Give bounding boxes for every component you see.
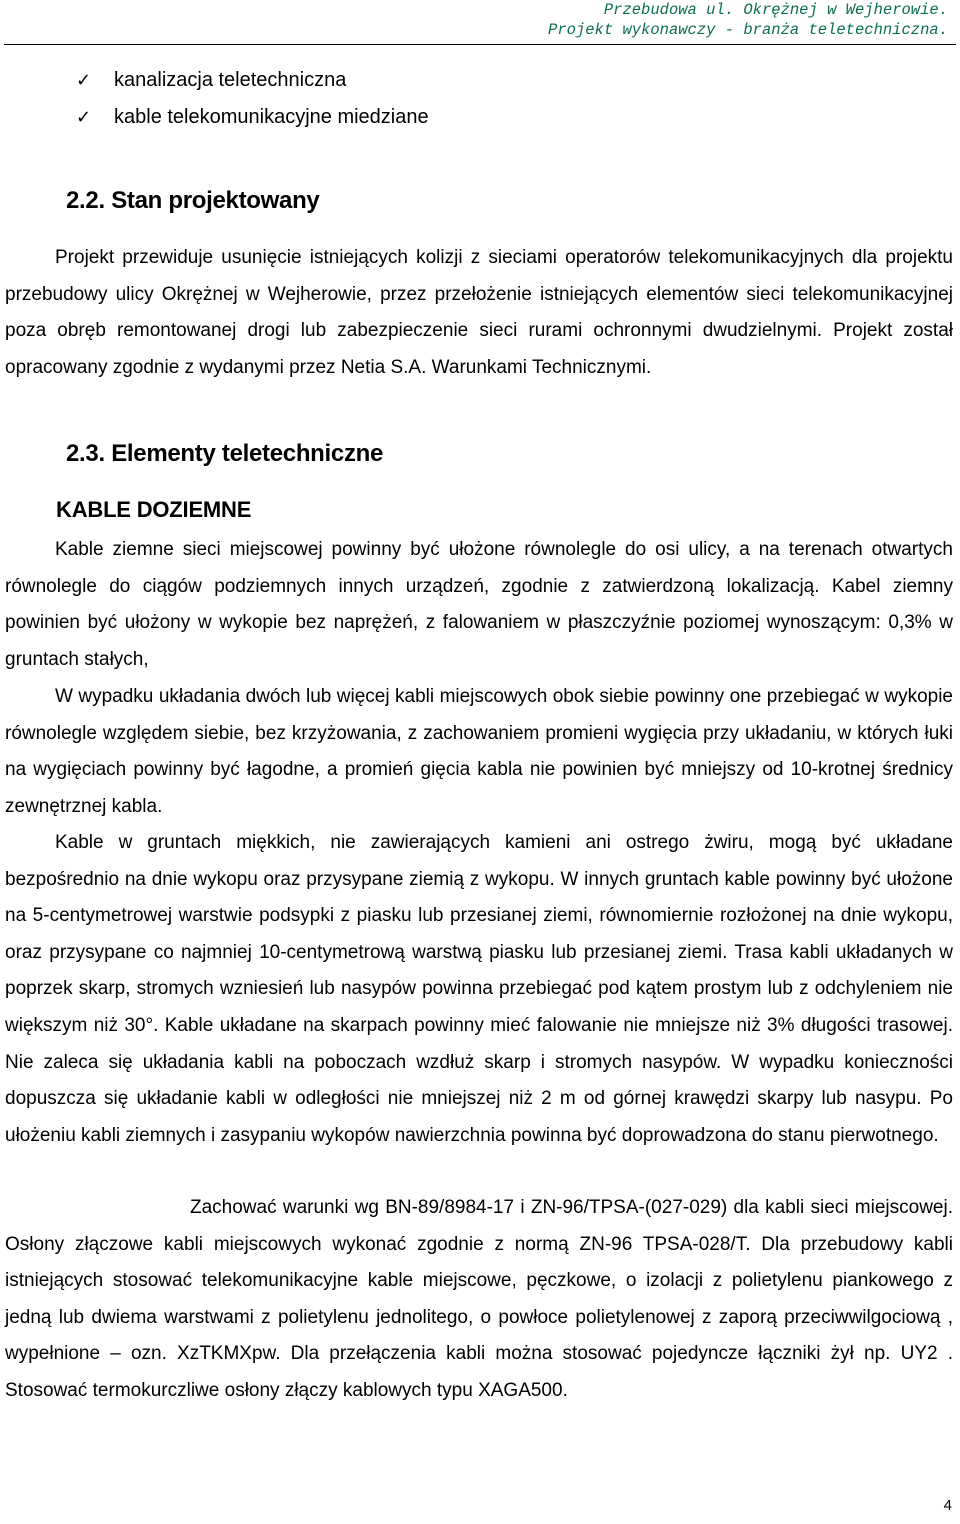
header-project-title: Przebudowa ul. Okrężnej w Wejherowie. [603, 1, 948, 19]
paragraph-4: Zachować warunki wg BN-89/8984-17 i ZN-96/TPSA-(027-029) dla kabli sieci miejscowej. Osłony złączowe kabli miejscowych wykonać zgodnie z normą ZN-96 TPSA-028/T. Dla przebudowy kabli istniejących stosować telekomunikacyjne kable miejscowe, pęczkowe, o izolacji z polietylenu piankowego z jedną lub dwiema warstwami z polietylenu jednolitego, o powłoce polietylenowej z zaporą przeciwwilgociową , wypełnione – ozn. XzTKMXpw. Dla przełączenia kabli można stosować pojedyncze łączniki żył np. UY2 . Stosować termokurczliwe osłony złączy kablowych typu XAGA500. [5, 1197, 953, 1401]
section-heading-2-2: 2.2. Stan projektowany [66, 187, 320, 214]
list-item [76, 99, 429, 136]
check-icon: ✓ [76, 70, 92, 91]
list-item-label: kable telekomunikacyjne miedziane [114, 106, 429, 128]
subsection-heading: KABLE DOZIEMNE [56, 497, 252, 522]
section-2-2-paragraph: Projekt przewiduje usunięcie istniejących kolizji z sieciami operatorów telekomunikacyjnych dla projektu przebudowy ulicy Okrężnej w Wejherowie, przez przełożenie istniejących elementów sieci telekomunikacyjnej poza obręb remontowanej drogi lub zabezpieczenie sieci rurami ochronnymi dwudzielnymi. Projekt został opracowany zgodnie z wydanymi przez Netia S.A. Warunkami Technicznymi. [5, 247, 953, 378]
page-header [548, 0, 948, 40]
list-item [76, 62, 429, 99]
section-heading-2-3: 2.3. Elementy teletechniczne [66, 440, 384, 467]
paragraph-3: Kable w gruntach miękkich, nie zawierających kamieni ani ostrego żwiru, mogą być układane bezpośrednio na dnie wykopu oraz przysypane ziemią z wykopu. W innych gruntach kable powinny być ułożone na 5-centymetrowej warstwie podsypki z piasku lub przesianej ziemi, równomiernie rozłożonej na dnie wykopu, oraz przysypane co najmniej 10-centymetrową warstwą piasku lub przesianej ziemi. Trasa kabli układanych w poprzek skarp, stromych wzniesień lub nasypów powinna przebiegać pod kątem prostym lub z odchyleniem nie większym niż 30°. Kable układane na skarpach powinny mieć falowanie nie mniejsze niż 3% długości trasowej. Nie zaleca się układania kabli na poboczach wzdłuż skarp i stromych nasypów. W wypadku konieczności dopuszcza się układanie kabli w odległości nie mniejszej niż 2 m od górnej krawędzi skarpy lub nasypu. Po ułożeniu kabli ziemnych i zasypaniu wykopów nawierzchnia powinna być doprowadzona do stanu pierwotnego. [5, 832, 953, 1146]
page-number: 4 [943, 1497, 952, 1514]
list-item-label: kanalizacja teletechniczna [114, 69, 347, 91]
check-icon: ✓ [76, 107, 92, 128]
paragraph-2: W wypadku układania dwóch lub więcej kabli miejscowych obok siebie powinny one przebiegać w wykopie równolegle względem siebie, bez krzyżowania, z zachowaniem promieni wygięcia przy układaniu, w których łuki na wygięciach powinny być łagodne, a promień gięcia kabla nie powinien być mniejszy od 10-krotnej średnicy zewnętrznej kabla. [5, 686, 953, 817]
header-project-subtitle: Projekt wykonawczy - branża teletechniczna. [548, 21, 948, 39]
paragraph-1: Kable ziemne sieci miejscowej powinny być ułożone równolegle do osi ulicy, a na terenach otwartych równolegle do ciągów podziemnych innych urządzeń, zgodnie z zatwierdzoną lokalizacją. Kabel ziemny powinien być ułożony w wykopie bez naprężeń, z falowaniem w płaszczyźnie poziomej wynoszącym: 0,3% w gruntach stałych, [5, 539, 953, 670]
checklist [76, 62, 429, 136]
header-divider [4, 44, 956, 45]
